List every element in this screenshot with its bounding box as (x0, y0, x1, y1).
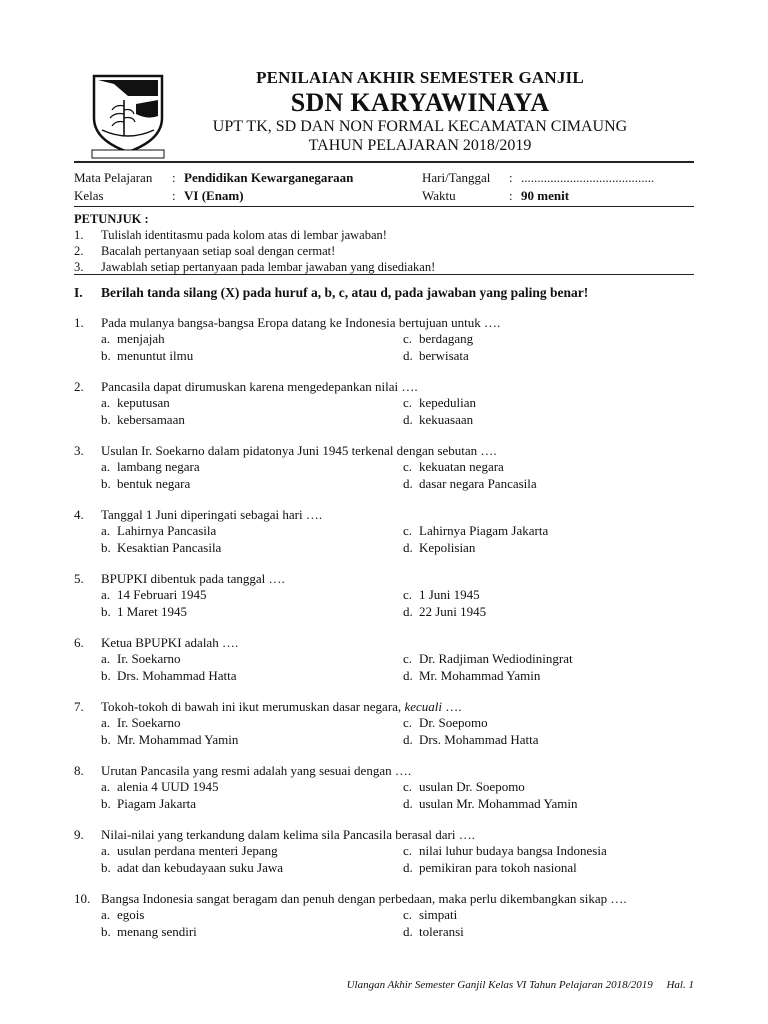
option-d (403, 796, 694, 813)
option-d (403, 860, 694, 877)
option-letter: c. (403, 395, 413, 410)
option-text: usulan perdana menteri Jepang (117, 843, 278, 858)
option-c (403, 715, 694, 732)
answer-options (101, 459, 694, 492)
option-a (101, 843, 403, 860)
option-text: menang sendiri (117, 923, 197, 939)
option-text: Drs. Mohammad Hatta (419, 731, 539, 747)
option-letter: b. (101, 347, 111, 363)
option-letter: a. (101, 331, 111, 346)
option-text: menjajah (117, 331, 165, 346)
option-text: Dr. Soepomo (419, 715, 488, 730)
option-letter: b. (101, 795, 111, 811)
question-number: 4. (74, 507, 84, 522)
option-text: keputusan (117, 395, 170, 410)
option-a (101, 907, 403, 924)
option-b (101, 476, 403, 493)
option-letter: b. (101, 859, 111, 875)
instructions-divider (74, 274, 694, 275)
question-stem (74, 442, 694, 459)
option-text: adat dan kebudayaan suku Jawa (117, 859, 284, 875)
option-letter: c. (403, 907, 413, 922)
academic-year: TAHUN PELAJARAN 2018/2019 (308, 136, 532, 154)
option-letter: a. (101, 779, 111, 794)
date-value: ......................................... (521, 170, 655, 185)
instruction-text: Jawablah setiap pertanyaan pada lembar jawaban yang disediakan! (101, 260, 436, 274)
option-b (101, 796, 403, 813)
question-item (74, 762, 694, 812)
option-letter: d. (403, 923, 413, 939)
section-number: I. (74, 285, 83, 300)
section-title: Berilah tanda silang (X) pada huruf a, b, c, atau d, pada jawaban yang paling benar! (101, 285, 589, 300)
question-item (74, 442, 694, 492)
district-line: UPT TK, SD DAN NON FORMAL KECAMATAN CIMAUNG (212, 118, 628, 136)
option-b (101, 604, 403, 621)
option-b (101, 348, 403, 365)
question-text: Nilai-nilai yang terkandung dalam kelima sila Pancasila berasal dari …. (101, 827, 475, 842)
option-text: menuntut ilmu (117, 347, 194, 363)
option-letter: d. (403, 795, 413, 811)
option-text: kekuatan negara (419, 459, 504, 474)
answer-options (101, 651, 694, 684)
question-item (74, 634, 694, 684)
question-text: Tanggal 1 Juni diperingati sebagai hari …. (101, 507, 323, 522)
answer-options (101, 395, 694, 428)
instruction-text: Tulislah identitasmu pada kolom atas di lembar jawaban! (101, 228, 387, 242)
option-b (101, 924, 403, 941)
answer-options (101, 331, 694, 364)
option-d (403, 668, 694, 685)
option-b (101, 540, 403, 557)
option-text: lambang negara (117, 459, 200, 474)
option-b (101, 860, 403, 877)
subject-value: Pendidikan Kewarganegaraan (184, 170, 354, 185)
option-text: usulan Mr. Mohammad Yamin (419, 795, 578, 811)
option-c (403, 395, 694, 412)
option-c (403, 907, 694, 924)
question-stem (74, 634, 694, 651)
info-divider (74, 206, 694, 207)
option-b (101, 732, 403, 749)
option-c (403, 587, 694, 604)
option-b (101, 412, 403, 429)
option-a (101, 459, 403, 476)
option-a (101, 331, 403, 348)
option-d (403, 348, 694, 365)
question-stem (74, 762, 694, 779)
option-c (403, 843, 694, 860)
option-letter: d. (403, 603, 413, 619)
option-letter: c. (403, 843, 413, 858)
option-text: toleransi (419, 923, 464, 939)
option-letter: a. (101, 715, 111, 730)
option-text: simpati (419, 907, 458, 922)
option-text: usulan Dr. Soepomo (419, 779, 525, 794)
option-d (403, 540, 694, 557)
option-letter: d. (403, 411, 413, 427)
option-text: Piagam Jakarta (117, 795, 197, 811)
question-text: Pancasila dapat dirumuskan karena mengedepankan nilai …. (101, 379, 418, 394)
question-number: 5. (74, 571, 84, 586)
option-letter: c. (403, 459, 413, 474)
option-a (101, 587, 403, 604)
option-text: Ir. Soekarno (117, 715, 181, 730)
option-letter: d. (403, 731, 413, 747)
option-letter: c. (403, 651, 413, 666)
question-number: 3. (74, 443, 84, 458)
option-text: Mr. Mohammad Yamin (117, 731, 239, 747)
question-text: Bangsa Indonesia sangat beragam dan penuh dengan perbedaan, maka perlu dikembangkan sikap …. (101, 891, 627, 906)
option-text: berwisata (419, 347, 469, 363)
option-a (101, 651, 403, 668)
instructions (74, 211, 694, 275)
question-stem (74, 890, 694, 907)
section-heading (74, 285, 694, 301)
question-stem (74, 698, 694, 715)
option-b (101, 668, 403, 685)
option-text: kekuasaan (419, 411, 474, 427)
option-text: Drs. Mohammad Hatta (117, 667, 237, 683)
question-item (74, 506, 694, 556)
question-item (74, 570, 694, 620)
instruction-item (74, 227, 694, 243)
subject-label: Mata Pelajaran (74, 170, 153, 185)
option-letter: a. (101, 587, 111, 602)
option-text: Kesaktian Pancasila (117, 539, 222, 555)
option-letter: a. (101, 843, 111, 858)
question-number: 9. (74, 827, 84, 842)
option-letter: b. (101, 731, 111, 747)
answer-options (101, 779, 694, 812)
option-letter: c. (403, 779, 413, 794)
option-letter: b. (101, 603, 111, 619)
question-stem (74, 570, 694, 587)
option-letter: b. (101, 539, 111, 555)
option-letter: d. (403, 475, 413, 491)
answer-options (101, 843, 694, 876)
option-text: Kepolisian (419, 539, 476, 555)
option-text: bentuk negara (117, 475, 191, 491)
option-letter: c. (403, 331, 413, 346)
option-letter: c. (403, 587, 413, 602)
class-label: Kelas (74, 188, 104, 203)
option-letter: d. (403, 347, 413, 363)
school-name: SDN KARYAWINAYA (290, 87, 550, 117)
question-item (74, 826, 694, 876)
page-footer: Ulangan Akhir Semester Ganjil Kelas VI Tahun Pelajaran 2018/2019 Hal. 1 (346, 979, 694, 991)
option-c (403, 779, 694, 796)
instruction-item (74, 259, 694, 275)
option-text: 1 Juni 1945 (419, 587, 480, 602)
option-d (403, 924, 694, 941)
question-number: 2. (74, 379, 84, 394)
regency-emblem-icon (88, 70, 168, 160)
question-number: 6. (74, 635, 84, 650)
answer-options (101, 907, 694, 940)
option-letter: d. (403, 859, 413, 875)
exam-title: PENILAIAN AKHIR SEMESTER GANJIL (256, 68, 584, 87)
option-a (101, 715, 403, 732)
question-text: Usulan Ir. Soekarno dalam pidatonya Juni 1945 terkenal dengan sebutan …. (101, 443, 497, 458)
option-text: kepedulian (419, 395, 477, 410)
option-d (403, 732, 694, 749)
option-text: 22 Juni 1945 (419, 603, 487, 619)
separator: : (509, 170, 513, 185)
option-text: 1 Maret 1945 (117, 603, 188, 619)
question-text: Pada mulanya bangsa-bangsa Eropa datang ke Indonesia bertujuan untuk …. (101, 315, 501, 330)
option-c (403, 651, 694, 668)
option-letter: c. (403, 523, 413, 538)
class-value: VI (Enam) (184, 188, 244, 203)
question-text-main: Tokoh-tokoh di bawah ini ikut merumuskan dasar negara, (101, 699, 402, 714)
question-stem (74, 826, 694, 843)
question-text-emphasis: kecuali (404, 699, 442, 714)
option-d (403, 412, 694, 429)
option-a (101, 395, 403, 412)
instruction-number: 1. (74, 228, 84, 242)
answer-options (101, 587, 694, 620)
time-label: Waktu (422, 188, 456, 203)
question-number: 1. (74, 315, 84, 330)
option-text: Ir. Soekarno (117, 651, 181, 666)
option-text: dasar negara Pancasila (419, 475, 537, 491)
option-letter: d. (403, 539, 413, 555)
option-a (101, 523, 403, 540)
question-stem (74, 506, 694, 523)
question-stem (74, 378, 694, 395)
option-text: Mr. Mohammad Yamin (419, 667, 541, 683)
option-text: alenia 4 UUD 1945 (117, 779, 219, 794)
option-letter: b. (101, 667, 111, 683)
time-value: 90 menit (521, 188, 570, 203)
question-number: 8. (74, 763, 84, 778)
question-item (74, 378, 694, 428)
question-list (74, 314, 694, 954)
option-d (403, 604, 694, 621)
date-label: Hari/Tanggal (422, 170, 491, 185)
instruction-item (74, 243, 694, 259)
option-d (403, 476, 694, 493)
question-text-end: …. (441, 699, 462, 714)
question-text: Ketua BPUPKI adalah …. (101, 635, 239, 650)
option-text: Lahirnya Piagam Jakarta (419, 523, 549, 538)
question-text: BPUPKI dibentuk pada tanggal …. (101, 571, 285, 586)
option-letter: b. (101, 923, 111, 939)
option-text: berdagang (419, 331, 474, 346)
question-item (74, 890, 694, 940)
option-letter: c. (403, 715, 413, 730)
separator: : (509, 188, 513, 203)
option-text: egois (117, 907, 145, 922)
header-divider (74, 161, 694, 163)
option-text: 14 Februari 1945 (117, 587, 207, 602)
info-row-subject (74, 169, 694, 187)
option-letter: a. (101, 523, 111, 538)
option-letter: a. (101, 907, 111, 922)
instruction-text: Bacalah pertanyaan setiap soal dengan cermat! (101, 244, 336, 258)
question-stem (74, 314, 694, 331)
document-header (170, 68, 670, 155)
answer-options (101, 715, 694, 748)
question-number: 7. (74, 699, 84, 714)
option-letter: b. (101, 411, 111, 427)
option-text: kebersamaan (117, 411, 185, 427)
option-c (403, 459, 694, 476)
instruction-number: 3. (74, 260, 84, 274)
question-item (74, 698, 694, 748)
question-number: 10. (74, 891, 91, 906)
option-letter: a. (101, 395, 111, 410)
question-text: Urutan Pancasila yang resmi adalah yang sesuai dengan …. (101, 763, 412, 778)
option-text: nilai luhur budaya bangsa Indonesia (419, 843, 607, 858)
instruction-number: 2. (74, 244, 84, 258)
option-a (101, 779, 403, 796)
question-item (74, 314, 694, 364)
option-text: Lahirnya Pancasila (117, 523, 217, 538)
info-row-class (74, 187, 694, 205)
option-letter: b. (101, 475, 111, 491)
option-text: Dr. Radjiman Wediodiningrat (419, 651, 573, 666)
separator: : (172, 170, 176, 185)
option-text: pemikiran para tokoh nasional (419, 859, 577, 875)
option-c (403, 331, 694, 348)
option-letter: a. (101, 459, 111, 474)
instructions-title: PETUNJUK : (74, 212, 149, 226)
option-c (403, 523, 694, 540)
question-text (101, 698, 694, 715)
info-table (74, 169, 694, 205)
separator: : (172, 188, 176, 203)
option-letter: a. (101, 651, 111, 666)
answer-options (101, 523, 694, 556)
option-letter: d. (403, 667, 413, 683)
school-logo (88, 70, 168, 160)
